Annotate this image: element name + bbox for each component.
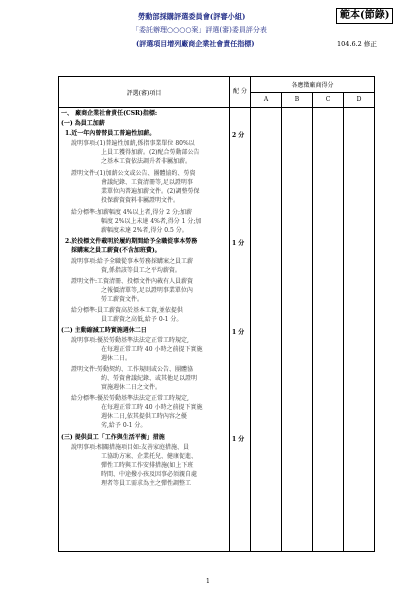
item-text: 證明文件:勞動契約、工作規則或公告、團體協	[71, 366, 194, 373]
vendor-c-score-cell[interactable]	[313, 108, 344, 552]
item-header: 評選(審)項目	[59, 77, 230, 108]
item-text: 實施週休二日之文件。	[101, 384, 162, 391]
section-heading: 一、 廠商企業社會責任(CSR)指標:	[61, 110, 158, 117]
scoring-table	[58, 76, 375, 552]
item-text: 彈性工時與工作安排措施(如上下班	[101, 462, 194, 469]
vendor-col-a: A	[251, 92, 282, 108]
item-text: 勞工薪資文件。	[101, 296, 144, 303]
item-text: 會議紀錄、工資清冊等,足以證明事	[101, 179, 193, 186]
item-text: 給分標準:員工薪資高於基本工資,並依提供	[71, 307, 183, 314]
item-score: 2 分	[232, 132, 245, 139]
score-cell	[230, 108, 251, 552]
item-text: 週休二日。	[101, 355, 132, 362]
vendor-a-score-cell[interactable]	[251, 108, 282, 552]
item-text: 給分標準:優於勞動基準法法定正常工時規定,	[71, 395, 189, 402]
item-text: 週休二日,依其提供工時內容之優	[101, 413, 187, 420]
item-text: 上員工獲得加薪。(2)配合勞動部公告	[101, 149, 200, 156]
item-heading: 2.於投標文件載明於履約期間給予全職從事本勞務	[65, 238, 198, 245]
template-badge: 範本(節錄)	[336, 8, 393, 24]
item-score: 1 分	[232, 240, 245, 247]
item-text: 說明事項:優於勞動基準法法定正常工時規定,	[71, 337, 189, 344]
item-text: 幅度 2%以上未達 4%者,得分 1 分;加	[101, 218, 202, 225]
item-text: 時間、中途撥小孩及因事必須親自處	[101, 471, 198, 478]
vendor-col-b: B	[282, 92, 313, 108]
form-subtitle: (評選項目增列廠商企業社會責任指標)	[136, 39, 255, 48]
item-text: 工協助方案、企業托兒、健康促進、	[101, 453, 198, 460]
item-text: 資,係指該等員工之平均薪資。	[101, 267, 181, 274]
subsection-heading: (二) 主動縮減工時實施週休二日	[61, 327, 147, 334]
subsection-heading: (一) 為員工加薪	[61, 120, 105, 127]
item-text: 劣,給予 0-1 分。	[101, 422, 147, 429]
subsection-heading: (三) 提供員工「工作與生活平衡」措施	[61, 434, 165, 441]
item-text: 證明文件:工資清冊、投標文件內載有人員薪資	[71, 278, 194, 285]
item-text: 約、勞資會議紀錄、或其他足以證明	[101, 375, 198, 382]
item-score: 1 分	[232, 436, 245, 443]
item-text: 之報價清單等,足以證明事業單位內	[101, 287, 193, 294]
score-column	[230, 108, 250, 551]
item-text: 證明文件:(1)加薪公文或公告、團體協約、勞資	[71, 170, 196, 177]
item-text: 之基本工資依法調升者非屬加薪。	[101, 158, 192, 165]
item-text: 說明事項:相關措施項目如:友善家庭措施、員	[71, 444, 190, 451]
score-header: 配 分	[230, 77, 251, 108]
vendor-col-c: C	[313, 92, 344, 108]
item-text: 在每週正常工時 40 小時之前提下實施	[101, 346, 203, 353]
item-heading: 採購案之員工薪資(不含加班費)。	[71, 247, 161, 254]
item-text: 薪幅度未達 2%者,得分 0.5 分。	[101, 227, 188, 234]
item-text: 說明事項:給予全職從事本勞務採購案之員工薪	[71, 258, 194, 265]
criteria-cell	[59, 108, 230, 552]
item-score: 1 分	[232, 329, 245, 336]
page-number: 1	[206, 578, 210, 585]
item-text: 理者等員工需求為主之彈性調整工	[101, 480, 192, 487]
revision-date: 104.6.2 修正	[337, 40, 377, 48]
item-text: 員工薪資之高低,給予 0-1 分。	[101, 316, 183, 323]
form-title: 「委託辦理○○○○案」評選(審)委員評分表	[132, 26, 267, 34]
vendor-d-score-cell[interactable]	[344, 108, 375, 552]
vendor-b-score-cell[interactable]	[282, 108, 313, 552]
vendor-score-header: 各應徵廠商得分	[251, 77, 375, 93]
vendor-col-d: D	[344, 92, 375, 108]
item-text: 業單位內普遍加薪文件。(2)調整勞保	[101, 188, 200, 195]
criteria-text	[59, 108, 229, 551]
item-text: 在每週正常工時 40 小時之前提下實施	[101, 404, 203, 411]
item-text: 給分標準:加薪幅度 4%以上者,得分 2 分;加薪	[71, 209, 193, 216]
item-heading: 1.近一年內曾替員工普遍性加薪。	[65, 130, 156, 137]
item-text: 說明事項:(1)普遍性加薪,係指事業單位 80%以	[71, 140, 195, 147]
item-text: 投保薪資資料非屬證明文件。	[101, 197, 180, 204]
committee-title: 勞動部採購評選委員會(評審小組)	[138, 12, 246, 21]
